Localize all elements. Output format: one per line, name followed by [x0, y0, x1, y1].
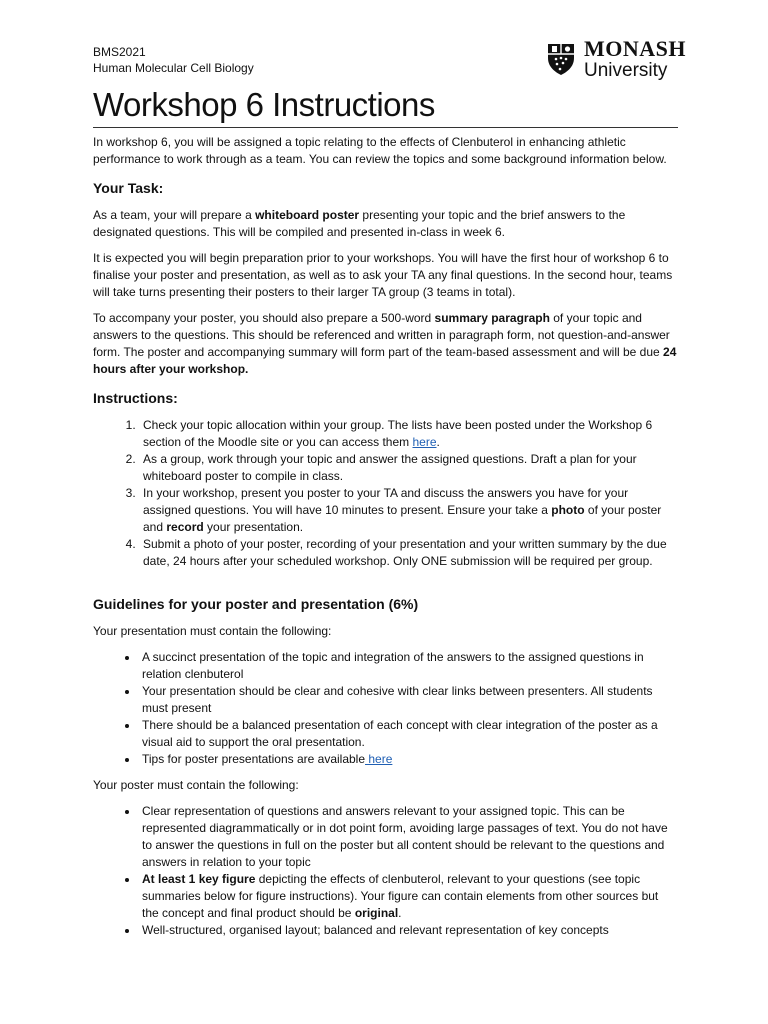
guidelines-heading: Guidelines for your poster and presentation (6%)	[93, 596, 419, 612]
task-paragraph-1: As a team, your will prepare a whiteboard poster presenting your topic and the brief answers to the designated questions. This will be compiled and presented in-class in week 6.	[93, 208, 626, 239]
monash-logo	[546, 38, 686, 80]
list-item: 1. Check your topic allocation within your group. The lists have been posted under the Workshop 6 section of the Moodle site or you can access them here.	[139, 417, 678, 451]
list-item: • Well-structured, organised layout; balanced and relevant representation of key concepts	[139, 922, 678, 939]
list-item: 2. As a group, work through your topic and answer the assigned questions. Draft a plan for your whiteboard poster to compile in class.	[139, 451, 678, 485]
list-item: • There should be a balanced presentation of each concept with clear integration of the poster as a visual aid to support the oral presentation.	[139, 717, 678, 751]
logo-wordmark-bottom: University	[584, 60, 668, 81]
task-paragraph-2: It is expected you will begin preparation prior to your workshops. You will have the first hour of workshop 6 to finalise your poster and presentation, as well as to ask your TA any final questions. In the second hour, teams will take turns presenting their posters to their larger TA group (3 teams in total).	[93, 251, 673, 299]
poster-tips-link[interactable]: here	[365, 752, 393, 766]
title-divider	[93, 127, 678, 128]
poster-intro: Your poster must contain the following:	[93, 778, 299, 792]
course-header	[93, 44, 254, 76]
list-item: • Clear representation of questions and answers relevant to your assigned topic. This can be represented diagrammatically or in dot point form, avoiding large passages of text. You do not have to answer the questions in full on the poster but all content should be relevant to the questions and answers in relation to your topic	[139, 803, 678, 871]
logo-wordmark-top: MONASH	[584, 36, 686, 61]
list-item: • Tips for poster presentations are available here	[139, 751, 678, 768]
list-item: • At least 1 key figure depicting the effects of clenbuterol, relevant to your questions (see topic summaries below for figure instructions). Your figure can contain elements from other sources but the concept and final product should be original.	[139, 871, 678, 922]
task-heading: Your Task:	[93, 180, 164, 196]
course-code: BMS2021	[93, 45, 146, 59]
crest-icon	[546, 42, 576, 76]
topic-allocation-link[interactable]: here	[412, 435, 437, 449]
instructions-list	[93, 417, 678, 570]
task-paragraph-3: To accompany your poster, you should also prepare a 500-word summary paragraph of your topic and answers to the questions. This should be referenced and written in paragraph form, not question-and-answer form. The poster and accompanying summary will form part of the team-based assessment and will be due 24 hours after your workshop.	[93, 311, 677, 376]
list-item: • Your presentation should be clear and cohesive with clear links between presenters. All students must present	[139, 683, 678, 717]
course-name: Human Molecular Cell Biology	[93, 61, 254, 75]
list-item: 4. Submit a photo of your poster, recording of your presentation and your written summary by the due date, 24 hours after your scheduled workshop. Only ONE submission will be required per group.	[139, 536, 678, 570]
poster-requirements-list	[93, 803, 678, 939]
instructions-heading: Instructions:	[93, 390, 178, 406]
presentation-requirements-list	[93, 649, 678, 768]
list-item: 3. In your workshop, present you poster to your TA and discuss the answers you have for your assigned questions. You will have 10 minutes to present. Ensure your take a photo of your poster and record your presentation.	[139, 485, 678, 536]
list-item: • A succinct presentation of the topic and integration of the answers to the assigned questions in relation clenbuterol	[139, 649, 678, 683]
intro-paragraph: In workshop 6, you will be assigned a topic relating to the effects of Clenbuterol in enhancing athletic performance to work through as a team. You can review the topics and some background information below.	[93, 135, 667, 166]
document-body	[93, 134, 678, 948]
presentation-intro: Your presentation must contain the following:	[93, 624, 332, 638]
page-title: Workshop 6 Instructions	[93, 86, 435, 123]
